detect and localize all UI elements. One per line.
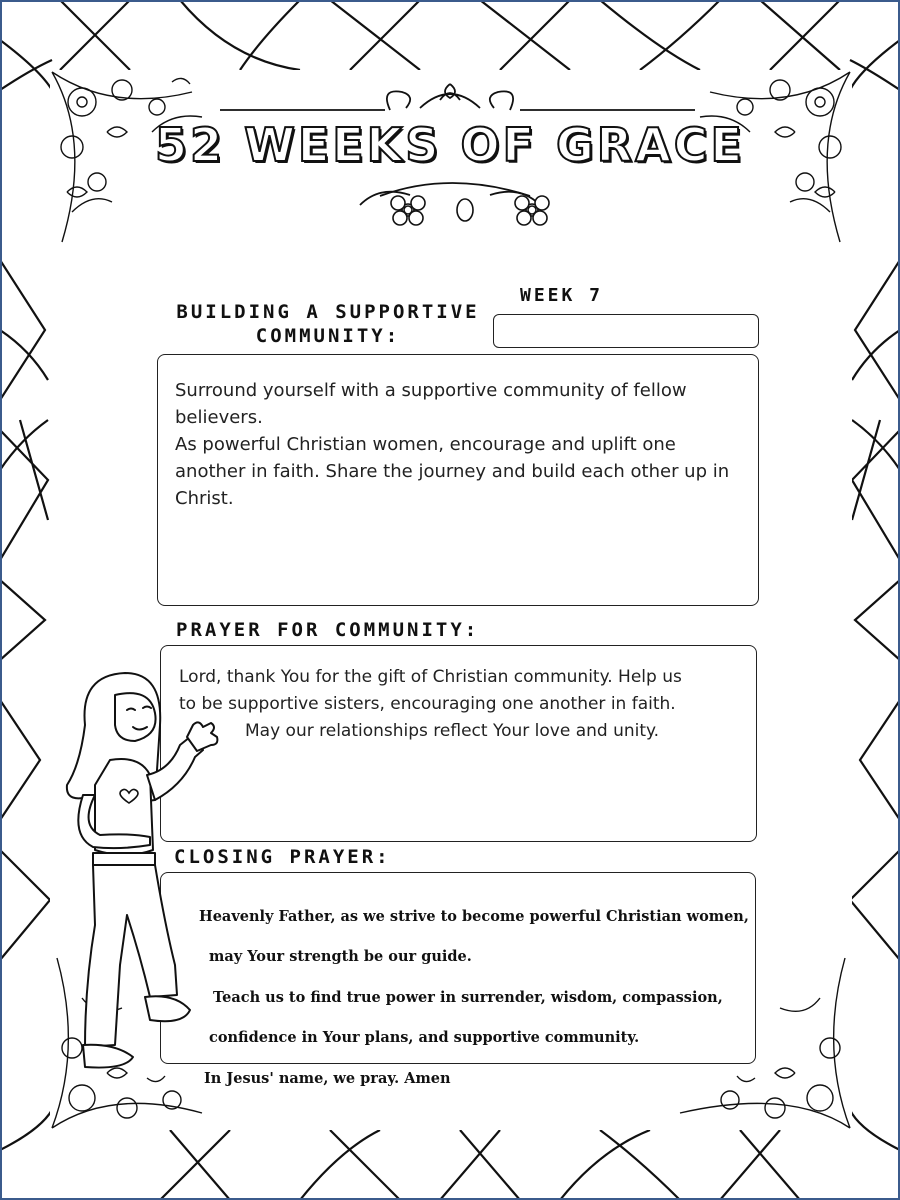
- closing-line: confidence in Your plans, and supportive community.: [209, 1029, 640, 1046]
- closing-line: Heavenly Father, as we strive to become powerful Christian women,: [199, 907, 749, 925]
- building-paragraph: As powerful Christian women, encourage and uplift one another in faith. Share the journey and build each other up in Christ.: [175, 434, 730, 509]
- section-heading-building: BUILDING A SUPPORTIVE COMMUNITY:: [176, 301, 480, 347]
- page-title: 52 WEEKS OF GRACE: [155, 118, 745, 172]
- week-input-box[interactable]: [493, 314, 759, 348]
- closing-line: may Your strength be our guide.: [209, 948, 472, 965]
- section-heading-closing: CLOSING PRAYER:: [174, 846, 391, 868]
- week-label: WEEK 7: [520, 285, 604, 306]
- closing-text-box: [160, 872, 756, 1087]
- prayer-text-box: [160, 645, 757, 842]
- closing-line: Teach us to find true power in surrender, wisdom, compassion,: [213, 988, 723, 1006]
- closing-line: In Jesus' name, we pray. Amen: [204, 1069, 451, 1087]
- section-heading-prayer: PRAYER FOR COMMUNITY:: [176, 619, 480, 641]
- building-paragraph: Surround yourself with a supportive community of fellow believers.: [175, 380, 687, 428]
- prayer-line: to be supportive sisters, encouraging one another in faith.: [179, 694, 676, 714]
- building-text-box: [157, 354, 759, 606]
- prayer-line: May our relationships reflect Your love and unity.: [245, 721, 660, 741]
- prayer-line: Lord, thank You for the gift of Christian community. Help us: [179, 667, 682, 687]
- girl-waving-illustration-icon: [55, 665, 225, 1085]
